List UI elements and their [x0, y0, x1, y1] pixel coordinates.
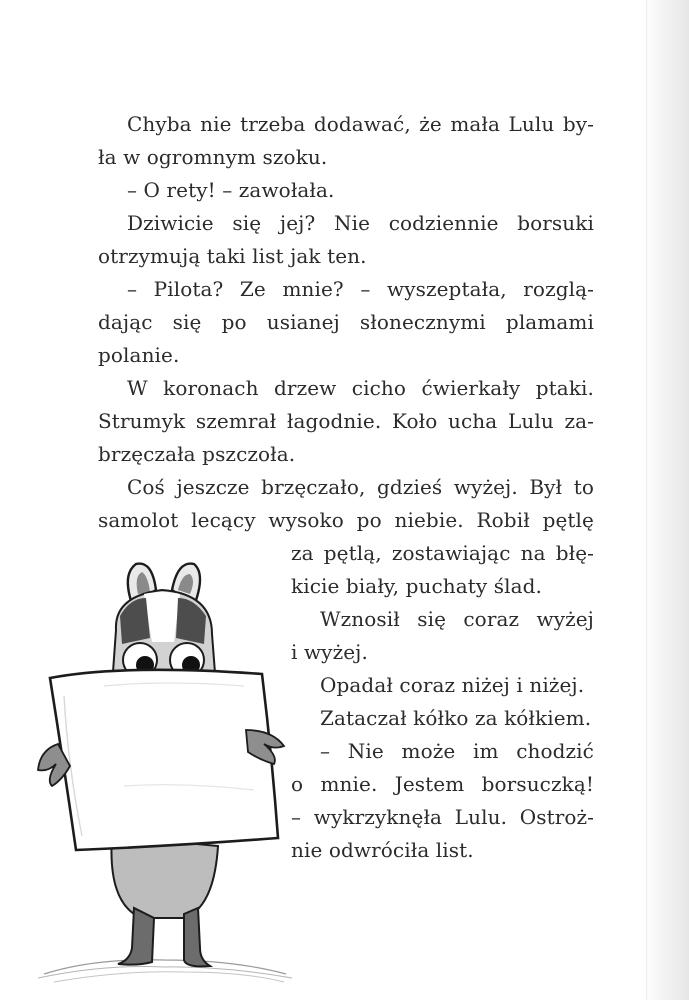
text-line: – Nie może im chodzić	[320, 739, 594, 763]
text-line: W koronach drzew cicho ćwierkały ptaki.	[127, 376, 594, 400]
text-line: Chyba nie trzeba dodawać, że mała Lulu by-	[127, 112, 594, 136]
text-line: – O rety! – zawołała.	[127, 178, 335, 202]
text-line: samolot lecący wysoko po niebie. Robił pętlę	[98, 508, 594, 532]
text-line: Dziwicie się jej? Nie codziennie borsuki	[127, 211, 594, 235]
text-line: polanie.	[98, 343, 180, 367]
page-edge-line	[646, 0, 647, 1000]
text-line: otrzymują taki list jak ten.	[98, 244, 367, 268]
text-line: kicie biały, puchaty ślad.	[291, 574, 542, 598]
text-line: – wykrzyknęła Lulu. Ostroż-	[291, 805, 594, 829]
text-line: dając się po usianej słonecznymi plamami	[98, 310, 594, 334]
text-line: Zataczał kółko za kółkiem.	[320, 706, 592, 730]
text-line: i wyżej.	[291, 640, 368, 664]
text-line: o mnie. Jestem borsuczką!	[291, 772, 594, 796]
page-edge	[643, 0, 689, 1000]
text-line: – Pilota? Ze mnie? – wyszeptała, rozglą-	[127, 277, 594, 301]
text-line: brzęczała pszczoła.	[98, 442, 296, 466]
text-line: Strumyk szemrał łagodnie. Koło ucha Lulu za-	[98, 409, 594, 433]
text-line: Wznosił się coraz wyżej	[320, 607, 594, 631]
text-line: za pętlą, zostawiając na błę-	[291, 541, 594, 565]
text-line: Coś jeszcze brzęczało, gdzieś wyżej. Był to	[127, 475, 594, 499]
text-line: ła w ogromnym szoku.	[98, 145, 328, 169]
text-line: nie odwróciła list.	[291, 838, 474, 862]
badger-holding-letter-icon	[34, 546, 294, 986]
text-line: Opadał coraz niżej i niżej.	[320, 673, 585, 697]
